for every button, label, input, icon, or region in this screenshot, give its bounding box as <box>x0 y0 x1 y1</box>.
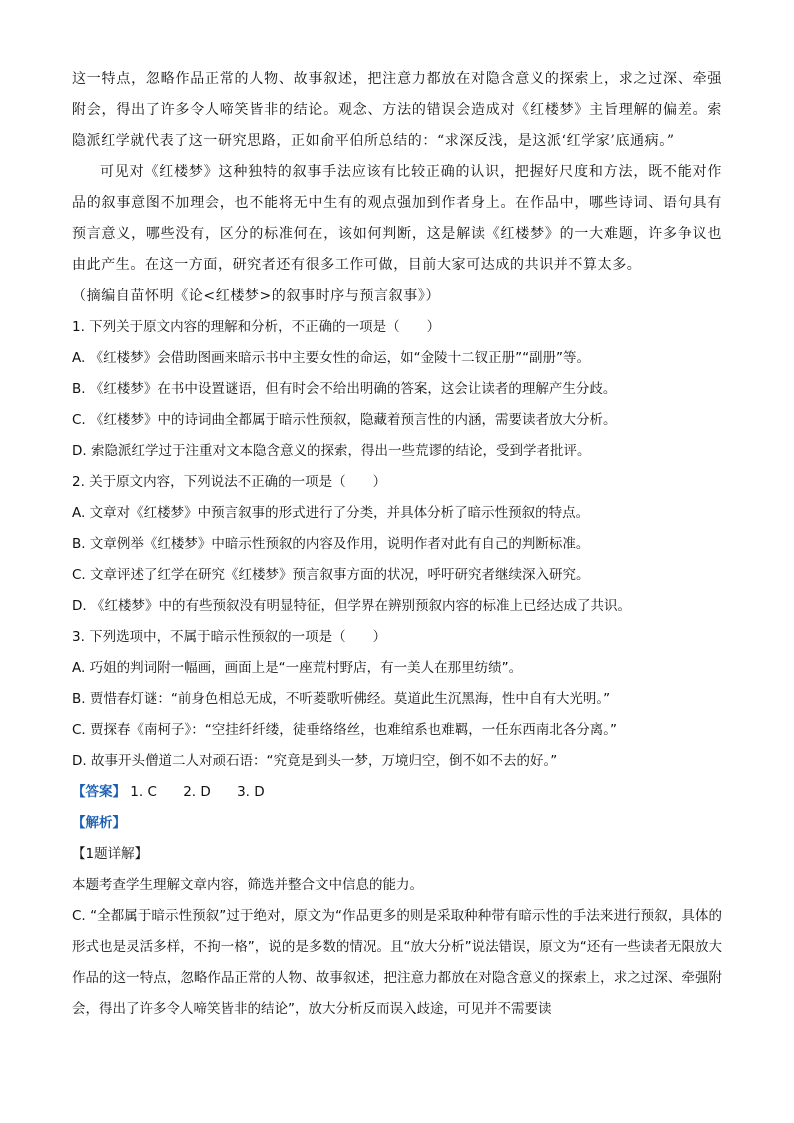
document-page <box>72 64 722 1025</box>
answer-item-2: 2. D <box>183 784 211 800</box>
answer-item-1: 1. C <box>130 784 157 800</box>
question-2-option-b: B. 文章例举《红楼梦》中暗示性预叙的内容及作用，说明作者对此有自己的判断标准。 <box>72 536 590 552</box>
question-1-option-c: C. 《红楼梦》中的诗词曲全都属于暗示性预叙，隐藏着预言性的内涵，需要读者放大分析。 <box>72 412 617 428</box>
analysis-tag: 【解析】 <box>72 815 126 831</box>
question-3-stem: 3. 下列选项中，不属于暗示性预叙的一项是（ ） <box>72 629 387 645</box>
passage-source: （摘编自苗怀明《论<红楼梦>的叙事时序与预言叙事》） <box>72 288 441 304</box>
explanation <box>72 870 722 1025</box>
question-2-option-d: D. 《红楼梦》中的有些预叙没有明显特征，但学界在辨别预叙内容的标准上已经达成了共识。 <box>72 598 631 614</box>
explanation-line-2: C. “全都属于暗示性预叙”过于绝对，原文为“作品更多的则是采取种种带有暗示性的手法来进行预叙，具体的形式也是灵活多样，不拘一格”，说的是多数的情况。且“放大分析”说法错误，原文为“还有一些读者无限放大作品的这一特点，忽略作品正常的人物、故事叙述，把注意力都放在对隐含意义的探索上，求之过深、牵强附会，得出了许多令人啼笑皆非的结论”，放大分析反而误入歧途，可见并不需要读 <box>72 908 722 1017</box>
question-2-option-a: A. 文章对《红楼梦》中预言叙事的形式进行了分类，并具体分析了暗示性预叙的特点。 <box>72 505 590 521</box>
question-2-options <box>72 498 722 622</box>
analysis-heading <box>72 808 722 839</box>
question-2 <box>72 467 722 622</box>
answer-item-3: 3. D <box>237 784 265 800</box>
detail-heading <box>72 839 722 870</box>
question-3-option-d: D. 故事开头僧道二人对顽石语：“究竟是到头一梦，万境归空，倒不如不去的好。” <box>72 753 558 769</box>
question-2-stem: 2. 关于原文内容，下列说法不正确的一项是（ ） <box>72 474 387 490</box>
passage-paragraph-2: 可见对《红楼梦》这种独特的叙事手法应该有比较正确的认识，把握好尺度和方法，既不能对作品的叙事意图不加理会，也不能将无中生有的观点强加到作者身上。在作品中，哪些诗词、语句具有预言意义，哪些没有，区分的标准何在，该如何判断，这是解读《红楼梦》的一大难题，许多争议也由此产生。在这一方面，研究者还有很多工作可做，目前大家可达成的共识并不算太多。 <box>72 164 722 273</box>
question-1 <box>72 312 722 467</box>
question-1-option-b: B. 《红楼梦》在书中设置谜语，但有时会不给出明确的答案，这会让读者的理解产生分歧。 <box>72 381 617 397</box>
detail-tag: 【1题详解】 <box>72 846 149 862</box>
question-3-option-a: A. 巧姐的判词附一幅画，画面上是“一座荒村野店，有一美人在那里纺绩”。 <box>72 660 523 676</box>
question-3-option-b: B. 贾惜春灯谜：“前身色相总无成，不听菱歌听佛经。莫道此生沉黑海，性中自有大光明。” <box>72 691 611 707</box>
question-1-stem: 1. 下列关于原文内容的理解和分析，不正确的一项是（ ） <box>72 319 441 335</box>
question-2-option-c: C. 文章评述了红学在研究《红楼梦》预言叙事方面的状况，呼吁研究者继续深入研究。 <box>72 567 590 583</box>
explanation-line-1: 本题考查学生理解文章内容，筛选并整合文中信息的能力。 <box>72 877 423 893</box>
answer-line <box>72 777 722 808</box>
question-1-option-d: D. 索隐派红学过于注重对文本隐含意义的探索，得出一些荒谬的结论，受到学者批评。 <box>72 443 591 459</box>
passage-paragraph-1: 这一特点，忽略作品正常的人物、故事叙述，把注意力都放在对隐含意义的探索上，求之过深、牵强附会，得出了许多令人啼笑皆非的结论。观念、方法的错误会造成对《红楼梦》主旨理解的偏差。索隐派红学就代表了这一研究思路，正如俞平伯所总结的：“求深反浅，是这派‘红学家’底通病。” <box>72 71 722 149</box>
question-1-options <box>72 343 722 467</box>
question-3-option-c: C. 贾探春《南柯子》：“空挂纤纤缕，徒垂络络丝，也难绾系也难羁，一任东西南北各分离。” <box>72 722 617 738</box>
question-3 <box>72 622 722 777</box>
question-1-option-a: A. 《红楼梦》会借助图画来暗示书中主要女性的命运，如“金陵十二钗正册”“副册”等。 <box>72 350 591 366</box>
reading-passage <box>72 64 722 312</box>
question-3-options <box>72 653 722 777</box>
answer-tag: 【答案】 <box>72 784 126 800</box>
